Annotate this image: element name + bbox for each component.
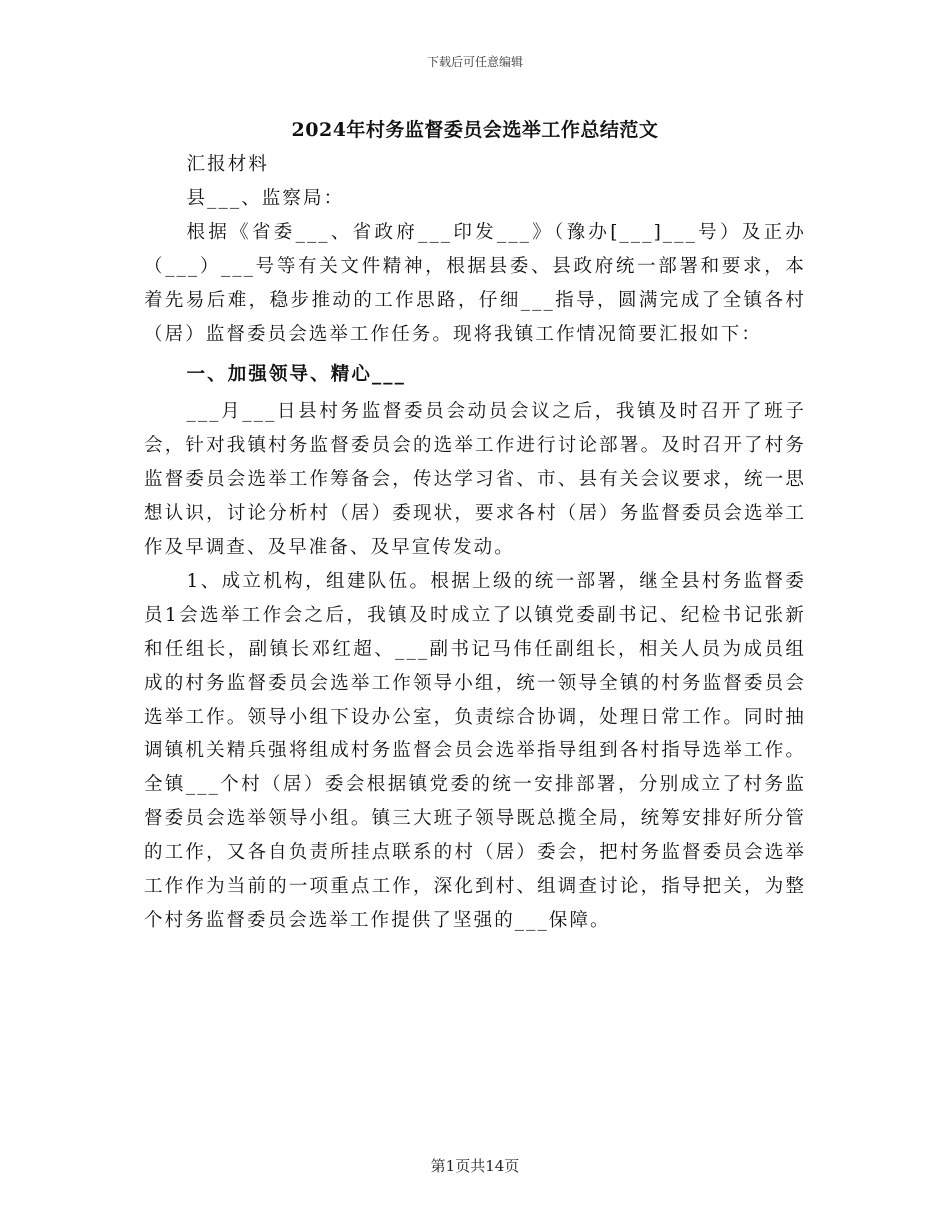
paragraph-intro: 根据《省委___、省政府___印发___》（豫办[___]___号）及正办（___）___号等有关文件精神，根据县委、县政府统一部署和要求，本着先易后难，稳步推动的工作思路，仔细___指导，圆满完成了全镇各村（居）监督委员会选举工作任务。现将我镇工作情况简要汇报如下： [144,221,806,345]
document-title: 2024年村务监督委员会选举工作总结范文 [291,119,659,141]
paragraph-salutation: 县___、监察局： [186,187,345,209]
page-header-note: 下载后可任意编辑 [426,55,523,69]
section-heading-1: 一、加强领导、精心___ [186,364,406,386]
paragraph-report-label: 汇报材料 [186,154,269,175]
paragraph-section-1-intro: ___月___日县村务监督委员会动员会议之后，我镇及时召开了班子会，针对我镇村务监督委员会的选举工作进行讨论部署。及时召开了村务监督委员会选举工作筹备会，传达学习省、市、县有关会议要求，统一思想认识，讨论分析村（居）委现状，要求各村（居）务监督委员会选举工作及早调查、及早准备、及早宣传发动。 [144,401,806,558]
paragraph-section-1-item-1: 1、成立机构，组建队伍。根据上级的统一部署，继全县村务监督委员1会选举工作会之后，我镇及时成立了以镇党委副书记、纪检书记张新和任组长，副镇长邓红超、___副书记马伟任副组长，相关人员为成员组成的村务监督委员会选举工作领导小组，统一领导全镇的村务监督委员会选举工作。领导小组下设办公室，负责综合协调，处理日常工作。同时抽调镇机关精兵强将组成村务监督会员会选举指导组到各村指导选举工作。全镇___个村（居）委会根据镇党委的统一安排部署，分别成立了村务监督委员会选举领导小组。镇三大班子领导既总揽全局，统筹安排好所分管的工作，又各自负责所挂点联系的村（居）委会，把村务监督委员会选举工作作为当前的一项重点工作，深化到村、组调查讨论，指导把关，为整个村务监督委员会选举工作提供了坚强的___保障。 [144,570,806,931]
page-number: 第1页共14页 [430,1157,520,1175]
document-body [144,148,806,938]
